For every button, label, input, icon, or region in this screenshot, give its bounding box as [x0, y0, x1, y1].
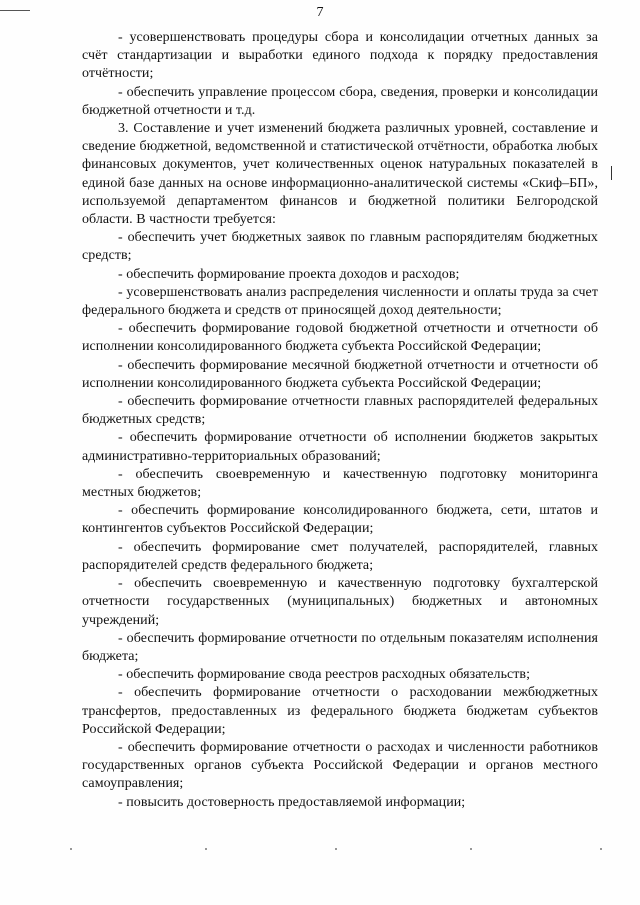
paragraph-annual-reporting: - обеспечить формирование годовой бюджетной отчетности и отчетности об исполнении консолидированного бюджета субъекта Российской Федерации;	[82, 321, 598, 355]
paragraph-consolidated-budget: - обеспечить формирование консолидированного бюджета, сети, штатов и контингентов субъектов Российской Федерации;	[82, 503, 598, 537]
paragraph-obligations-registry: - обеспечить формирование свода реестров расходных обязательств;	[118, 667, 531, 683]
page-number: 7	[316, 5, 324, 20]
paragraph-staff-analysis: - усовершенствовать анализ распределения численности и оплаты труда за счет федерального бюджета и средств от приносящей доход деятельности;	[82, 284, 598, 319]
margin-mark	[611, 166, 612, 180]
paragraph-budget-requests: - обеспечить учет бюджетных заявок по главным распорядителям бюджетных средств;	[82, 230, 598, 264]
paragraph-improve-procedures: - усовершенствовать процедуры сбора и консолидации отчетных данных за счёт стандартизации и выработки единого подхода к порядку предоставления отчётности;	[82, 30, 598, 82]
paragraph-transfers-reporting: - обеспечить формирование отчетности о расходовании межбюджетных трансфертов, предоставленных из федерального бюджета бюджетам субъектов Российской Федерации;	[82, 685, 598, 737]
paragraph-staff-expenses: - обеспечить формирование отчетности о расходах и численности работников государственных органов субъекта Российской Федерации и органов местного самоуправления;	[82, 739, 598, 792]
scan-artifacts	[60, 848, 620, 852]
paragraph-local-budgets-monitoring: - обеспечить своевременную и качественную подготовку мониторинга местных бюджетов;	[82, 466, 598, 501]
paragraph-income-expenses: - обеспечить формирование проекта доходов и расходов;	[118, 266, 460, 282]
paragraph-estimates: - обеспечить формирование смет получателей, распорядителей, главных распорядителей средств федерального бюджета;	[82, 539, 598, 573]
document-body	[82, 29, 598, 812]
paragraph-zato-reporting: - обеспечить формирование отчетности об исполнении бюджетов закрытых административно-территориальных образований;	[82, 430, 598, 464]
paragraph-main-managers-reporting: - обеспечить формирование отчетности главных распорядителей федеральных бюджетных средств;	[82, 394, 598, 428]
paragraph-budget-indicators: - обеспечить формирование отчетности по отдельным показателям исполнения бюджета;	[82, 630, 598, 664]
paragraph-accounting-reporting: - обеспечить своевременную и качественную подготовку бухгалтерской отчетности государственных (муниципальных) бюджетных и автономных учреждений;	[82, 576, 598, 628]
paragraph-item-3: 3. Составление и учет изменений бюджета различных уровней, составление и сведение бюджетной, ведомственной и статистической отчётности, обработка любых финансовых документов, учет количественных оценок натуральных показателей в единой базе данных на основе информационно-аналитической системы «Скиф–БП», используемой департаментом финансов и бюджетной политики Белгородской области. В частности требуется:	[82, 121, 598, 228]
paragraph-monthly-reporting: - обеспечить формирование месячной бюджетной отчетности и отчетности об исполнении консолидированного бюджета субъекта Российской Федерации;	[82, 357, 598, 391]
paragraph-manage-process: - обеспечить управление процессом сбора, сведения, проверки и консолидации бюджетной отчетности и т.д.	[82, 84, 598, 118]
paragraph-information-reliability: - повысить достоверность предоставляемой информации;	[118, 794, 466, 810]
